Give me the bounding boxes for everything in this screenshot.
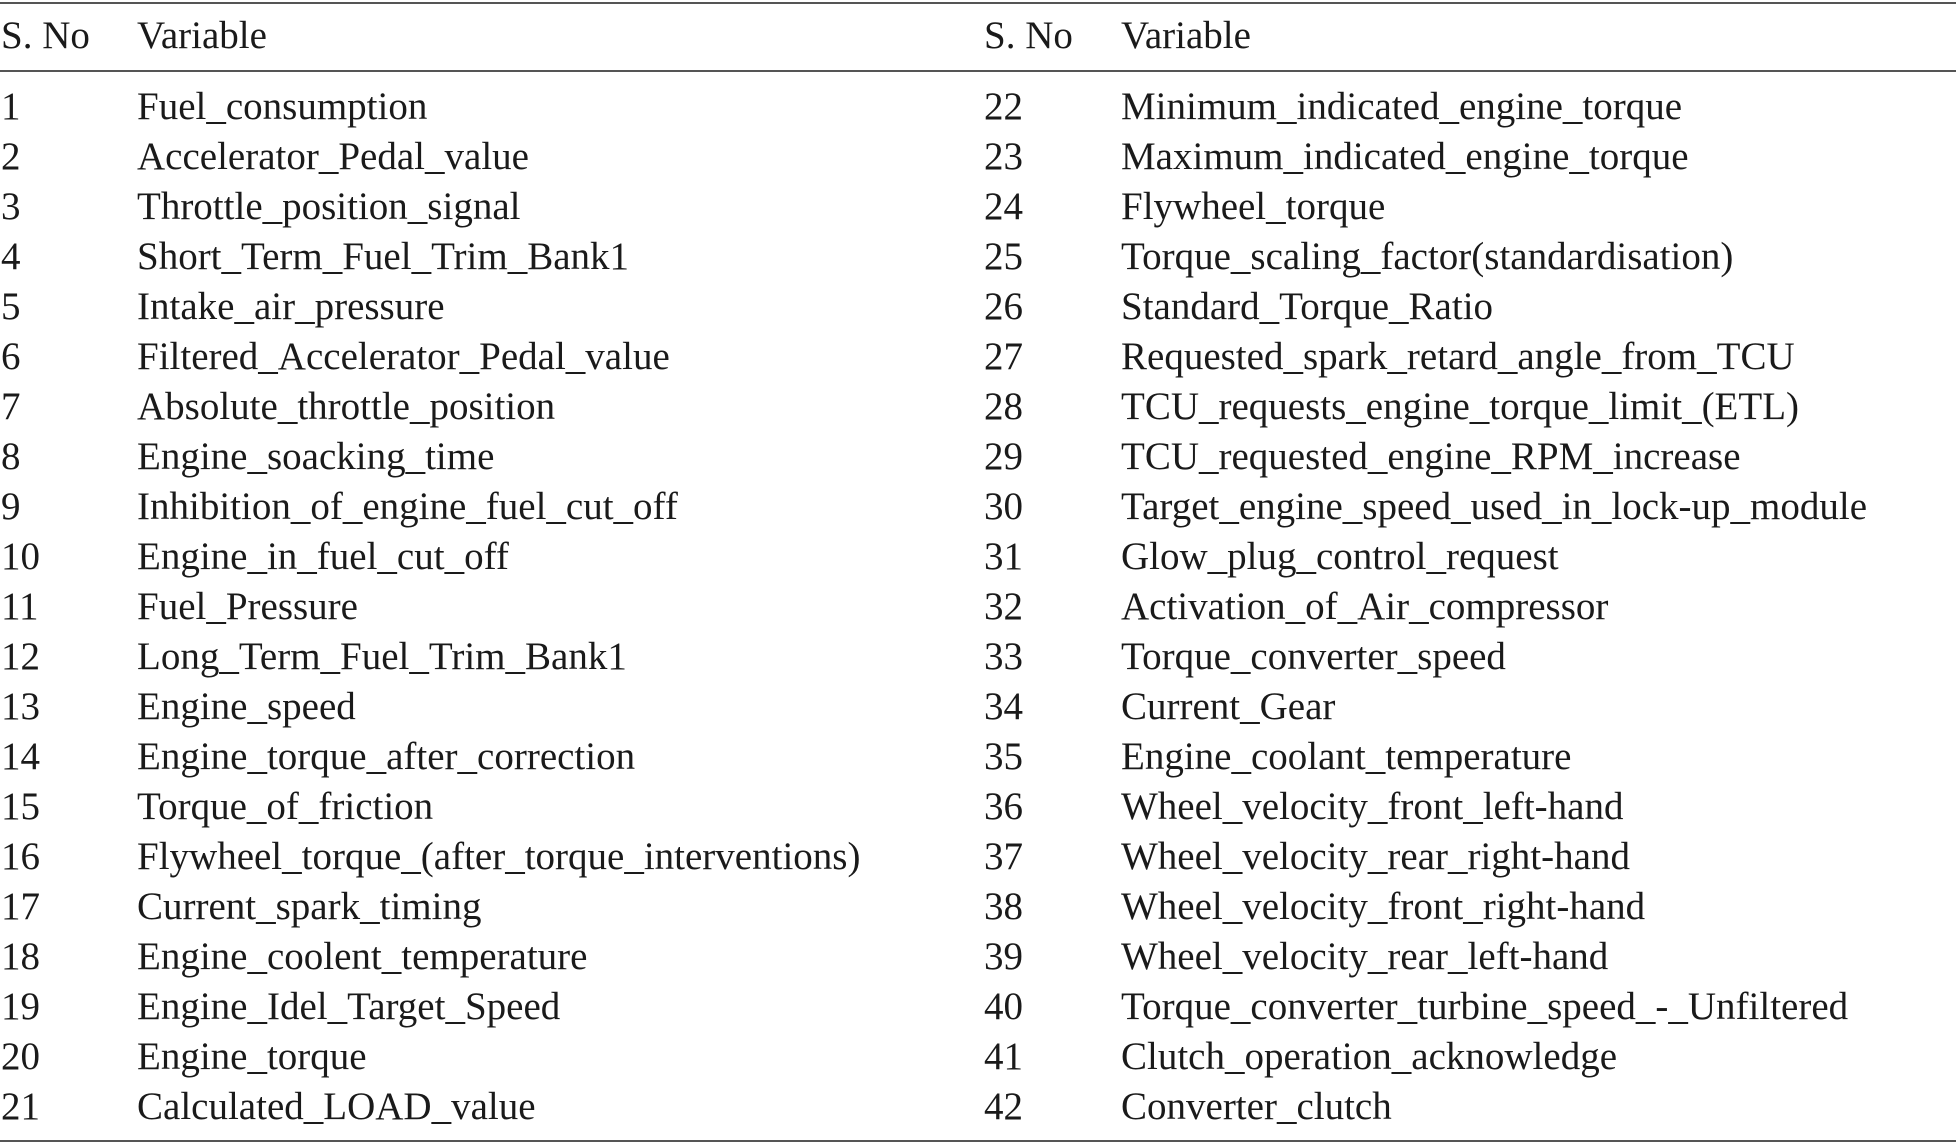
table-row [0,282,1956,332]
cell-sno-right: 38 [984,885,1023,928]
table-row [0,382,1956,432]
table-body [0,72,1956,1142]
cell-variable-right: Standard_Torque_Ratio [1121,285,1494,328]
cell-sno-left: 20 [1,1035,40,1078]
cell-sno-right: 42 [984,1085,1023,1128]
cell-variable-left: Calculated_LOAD_value [137,1085,536,1128]
cell-sno-left: 8 [1,435,21,478]
cell-sno-right: 37 [984,835,1023,878]
cell-sno-left: 18 [1,935,40,978]
cell-variable-right: Torque_converter_turbine_speed_-_Unfiltered [1121,985,1849,1028]
cell-variable-right: TCU_requested_engine_RPM_increase [1121,435,1741,478]
cell-sno-right: 31 [984,535,1023,578]
cell-sno-right: 32 [984,585,1023,628]
cell-variable-right: Wheel_velocity_front_right-hand [1121,885,1646,928]
cell-sno-left: 7 [1,385,21,428]
cell-variable-left: Engine_coolent_temperature [137,935,588,978]
table-row [0,1082,1956,1142]
cell-variable-left: Engine_speed [137,685,356,728]
cell-sno-right: 34 [984,685,1023,728]
table-row [0,432,1956,482]
cell-variable-right: Torque_converter_speed [1121,635,1506,678]
cell-sno-right: 27 [984,335,1023,378]
cell-sno-left: 6 [1,335,21,378]
table-row [0,782,1956,832]
cell-sno-left: 2 [1,135,21,178]
table-row [0,1032,1956,1082]
cell-variable-right: Engine_coolant_temperature [1121,735,1572,778]
cell-variable-right: Glow_plug_control_request [1121,535,1559,578]
cell-variable-left: Torque_of_friction [137,785,434,828]
cell-sno-left: 1 [1,85,21,128]
table-row [0,232,1956,282]
cell-sno-right: 23 [984,135,1023,178]
table-row [0,932,1956,982]
cell-sno-right: 41 [984,1035,1023,1078]
cell-variable-right: Wheel_velocity_front_left-hand [1121,785,1624,828]
cell-variable-right: Current_Gear [1121,685,1336,728]
cell-sno-right: 39 [984,935,1023,978]
table-row [0,982,1956,1032]
cell-sno-right: 30 [984,485,1023,528]
table-row [0,832,1956,882]
table-row [0,72,1956,132]
cell-variable-right: Flywheel_torque [1121,185,1386,228]
cell-variable-left: Absolute_throttle_position [137,385,556,428]
cell-variable-left: Engine_soacking_time [137,435,495,478]
cell-variable-left: Fuel_consumption [137,85,428,128]
cell-variable-left: Fuel_Pressure [137,585,358,628]
cell-variable-right: Wheel_velocity_rear_right-hand [1121,835,1630,878]
cell-variable-right: Clutch_operation_acknowledge [1121,1035,1618,1078]
table-row [0,632,1956,682]
cell-variable-right: Converter_clutch [1121,1085,1392,1128]
cell-sno-right: 26 [984,285,1023,328]
cell-variable-left: Short_Term_Fuel_Trim_Bank1 [137,235,630,278]
cell-sno-left: 3 [1,185,21,228]
table-row [0,182,1956,232]
cell-sno-left: 13 [1,685,40,728]
cell-sno-left: 10 [1,535,40,578]
header-variable-right: Variable [1121,14,1251,57]
cell-sno-right: 35 [984,735,1023,778]
cell-sno-left: 19 [1,985,40,1028]
cell-variable-left: Throttle_position_signal [137,185,521,228]
table-row [0,482,1956,532]
table-row [0,732,1956,782]
cell-sno-left: 16 [1,835,40,878]
cell-sno-right: 36 [984,785,1023,828]
cell-variable-right: Minimum_indicated_engine_torque [1121,85,1683,128]
cell-sno-right: 40 [984,985,1023,1028]
cell-sno-right: 28 [984,385,1023,428]
table-row [0,682,1956,732]
cell-variable-left: Engine_torque_after_correction [137,735,636,778]
cell-variable-right: Maximum_indicated_engine_torque [1121,135,1689,178]
cell-variable-right: Activation_of_Air_compressor [1121,585,1609,628]
table-row [0,132,1956,182]
cell-variable-right: Torque_scaling_factor(standardisation) [1121,235,1734,278]
cell-sno-left: 17 [1,885,40,928]
cell-sno-right: 25 [984,235,1023,278]
cell-variable-right: Wheel_velocity_rear_left-hand [1121,935,1609,978]
cell-variable-left: Intake_air_pressure [137,285,445,328]
cell-variable-left: Engine_torque [137,1035,367,1078]
cell-sno-right: 33 [984,635,1023,678]
cell-variable-left: Long_Term_Fuel_Trim_Bank1 [137,635,627,678]
cell-sno-right: 29 [984,435,1023,478]
header-sno-left: S. No [1,14,90,57]
cell-variable-left: Filtered_Accelerator_Pedal_value [137,335,670,378]
cell-sno-left: 11 [1,585,39,628]
cell-variable-right: TCU_requests_engine_torque_limit_(ETL) [1121,385,1800,428]
cell-sno-left: 4 [1,235,21,278]
cell-sno-left: 14 [1,735,40,778]
table-header [0,0,1956,72]
header-sno-right: S. No [984,14,1073,57]
cell-variable-left: Flywheel_torque_(after_torque_interventions) [137,835,861,878]
cell-sno-left: 12 [1,635,40,678]
header-row [0,0,1956,72]
table-row [0,582,1956,632]
cell-variable-left: Engine_in_fuel_cut_off [137,535,509,578]
cell-variable-right: Target_engine_speed_used_in_lock-up_module [1121,485,1868,528]
table-row [0,532,1956,582]
cell-variable-left: Inhibition_of_engine_fuel_cut_off [137,485,678,528]
cell-sno-left: 21 [1,1085,40,1128]
cell-variable-left: Engine_Idel_Target_Speed [137,985,561,1028]
cell-sno-left: 15 [1,785,40,828]
cell-variable-right: Requested_spark_retard_angle_from_TCU [1121,335,1795,378]
cell-sno-right: 22 [984,85,1023,128]
cell-sno-left: 5 [1,285,21,328]
cell-sno-right: 24 [984,185,1023,228]
cell-variable-left: Accelerator_Pedal_value [137,135,529,178]
cell-sno-left: 9 [1,485,21,528]
table-row [0,882,1956,932]
cell-variable-left: Current_spark_timing [137,885,482,928]
header-variable-left: Variable [137,14,267,57]
table-row [0,332,1956,382]
